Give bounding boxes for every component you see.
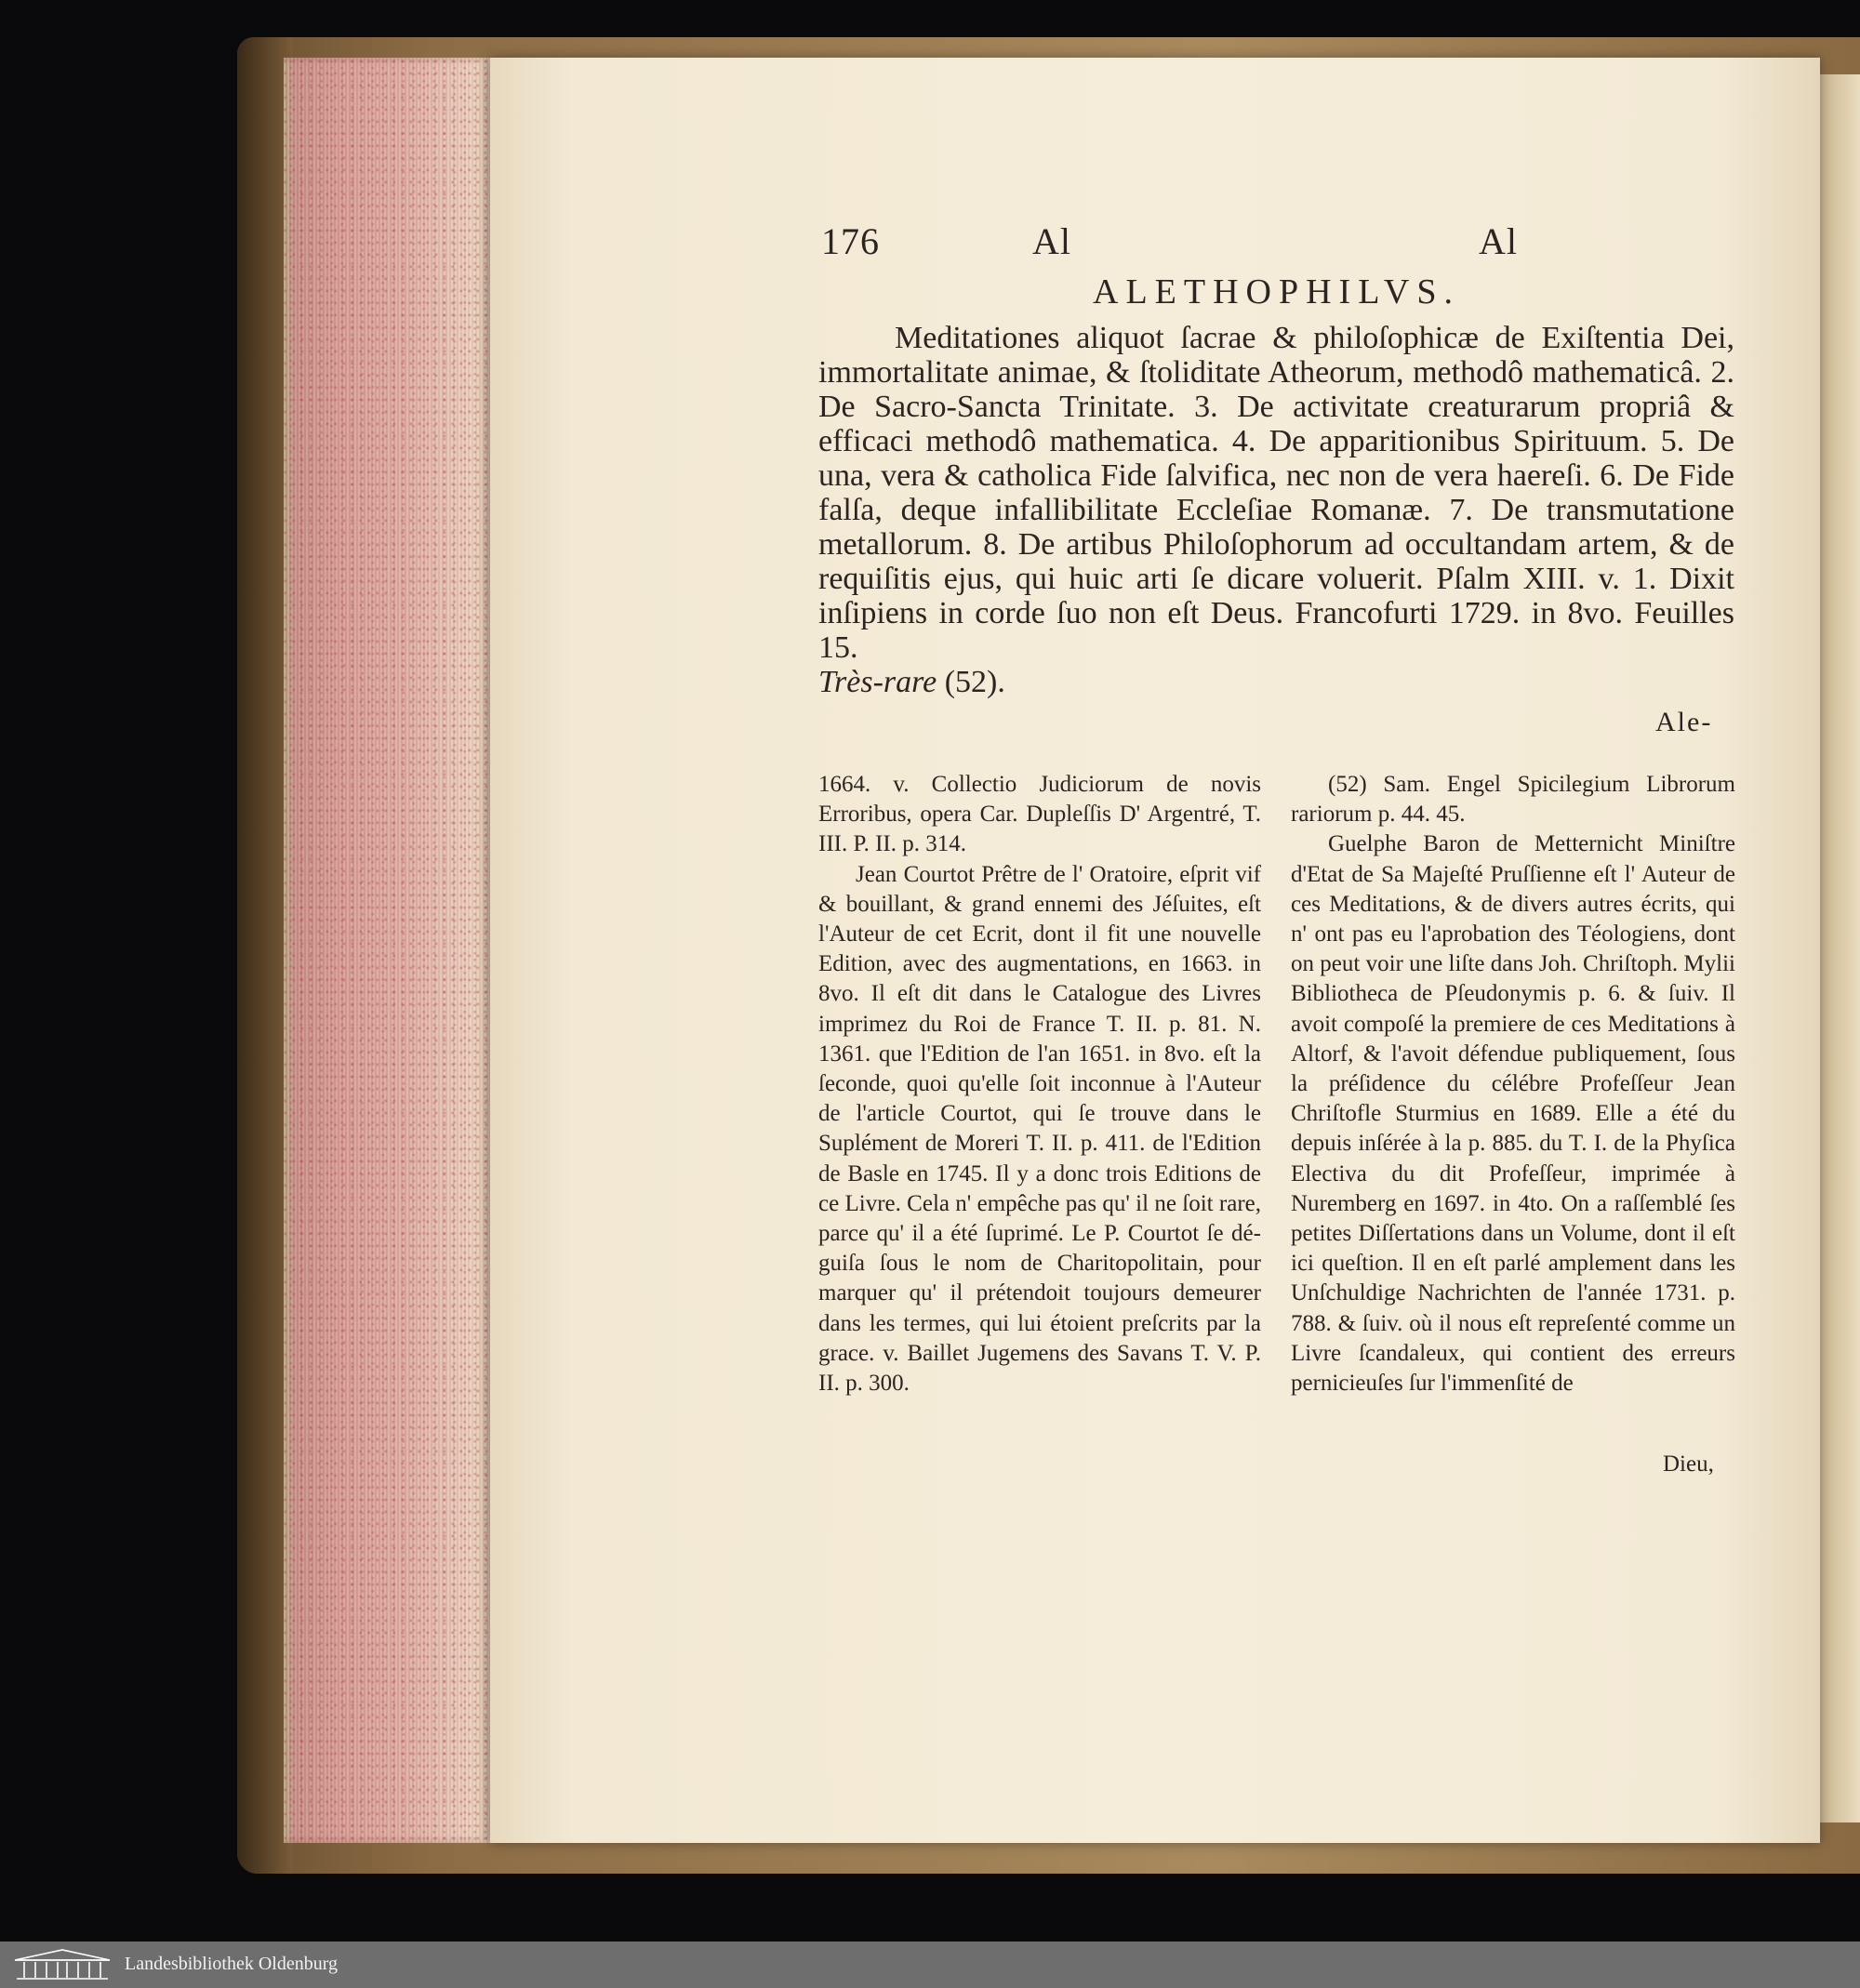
left-paragraph-2: Jean Courtot Prêtre de l' Oratoire, eſprit vif & bouillant, & grand ennemi des Jéſuites, eſt l'Auteur de cet Ecrit, dont il fit une nouvelle Edition, avec des augmentations, en 1663. in 8vo. Il eſt dit dans le Catalogue des Livres imprimez du Roi de France T. II. p. 81. N. 1361. que l'Edition de l'an 1651. in 8vo. eſt la ſeconde, quoi qu'elle ſoit inconnue à l'Auteur de l'article Courtot, qui ſe trouve dans le Suplément de Moreri T. II. p. 411. de l'Edition de Basle en 1745. Il y a donc trois Editions de ce Livre. Cela n' empêche pas qu' il ne ſoit rare, parce qu' il a été ſuprimé. Le P. Courtot ſe déguiſa ſous le nom de Charitopolitain, pour marquer qu' il prétendoit toujours demeurer dans les termes, qui lui étoient preſcrits par la grace. v. Baillet Jugemens des Savans T. V. P. II. p. 300.: [818, 861, 1261, 1397]
page-edges: [284, 58, 490, 1843]
page-number: 176: [821, 220, 880, 262]
entry-body: [818, 321, 1734, 699]
column-catchword: Dieu,: [1663, 1451, 1714, 1477]
footnote-column-right: [1291, 770, 1735, 1398]
catchword: Ale-: [1655, 707, 1713, 737]
footnote-column-left: [818, 770, 1261, 1398]
footnote-ref: (52).: [937, 665, 1005, 699]
running-head-right: Al: [1479, 220, 1518, 262]
rarity-note: Très-rare: [818, 665, 937, 699]
institution-name: Landesbibliothek Oldenburg: [125, 1954, 339, 1974]
right-paragraph-1: (52) Sam. Engel Spicilegium Librorum rariorum p. 44. 45.: [1291, 772, 1735, 828]
running-head-left: Al: [1032, 220, 1071, 262]
entry-body-text: Meditationes aliquot ſacrae & philoſophicæ de Exiſtentia Dei, immortalitate animae, & ſtoliditate Atheorum, methodô mathematicâ. 2. De Sacro-Sancta Trinitate. 3. De activitate creaturarum propriâ & efficaci methodô mathematica. 4. De apparitionibus Spirituum. 5. De una, vera & catholica Fide ſalvifica, nec non de vera haereſi. 6. De Fide falſa, deque infallibilitate Eccleſiae Romanæ. 7. De transmutatione metallorum. 8. De artibus Philoſophorum ad occultandam artem, & de requiſitis ejus, qui huic arti ſe dicare voluerit. Pſalm XIII. v. 1. Dixit inſipiens in corde ſuo non eſt Deus. Francofurti 1729. in 8vo. Feuilles 15.: [818, 321, 1734, 665]
library-building-icon: [11, 1947, 113, 1982]
footer-bar: [0, 1942, 1860, 1988]
facing-page-edge: [1820, 74, 1860, 1822]
right-paragraph-2: Guelphe Baron de Metternicht Miniſtre d'Etat de Sa Majeſté Pruſſienne eſt l' Auteur de ces Meditations, & de divers autres écrits, qui n' ont pas eu l'aprobation des Téologiens, dont on peut voir une liſte dans Joh. Chriſtoph. Mylii Bibliotheca de Pſeudonymis p. 6. & ſuiv. Il avoit compoſé la premiere de ces Meditations à Altorf, & l'avoit défendue publiquement, ſous la préſidence du célébre Profeſſeur Jean Chriſtofle Sturmius en 1689. Elle a été du depuis inſérée à la p. 885. du T. I. de la Phyſica Electiva du dit Profeſſeur, imprimée à Nuremberg en 1697. in 4to. On a raſſemblé ſes petites Diſſertations dans un Volume, dont il eſt ici queſtion. Il en eſt parlé amplement dans les Unſchuldige Nachrichten de l'année 1731. p. 788. & ſuiv. où il nous eſt repreſenté comme un Livre ſcandaleux, qui contient des erreurs pernicieuſes ſur l'immenſité de: [1291, 831, 1735, 1397]
entry-title: ALETHOPHILVS.: [1093, 272, 1460, 311]
left-paragraph-1: 1664. v. Collectio Judiciorum de novis Erroribus, opera Car. Dupleſſis D' Argentré, T. III. P. II. p. 314.: [818, 772, 1261, 857]
